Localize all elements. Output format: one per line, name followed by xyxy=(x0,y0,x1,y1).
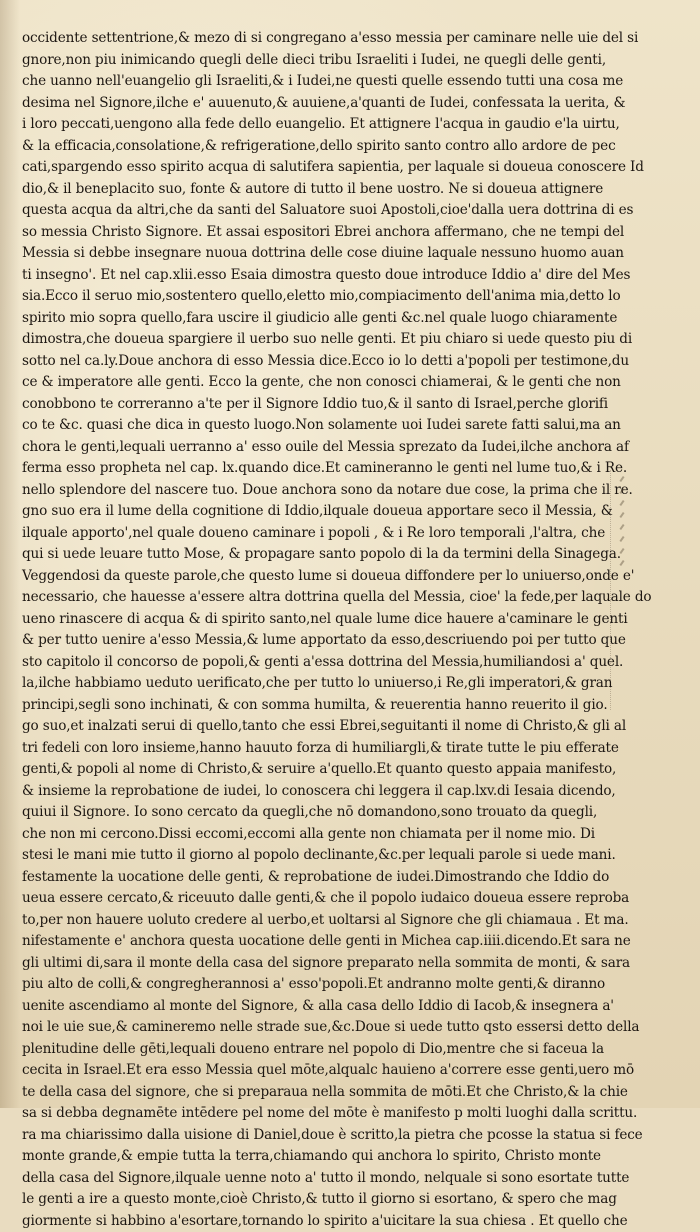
text-line: festamente la uocatione delle genti, & reprobatione de iudei.Dimostrando che Iddio do xyxy=(22,867,584,889)
text-line: cati,spargendo esso spirito acqua di salutifera sapientia, per laquale si doueua conoscere Id xyxy=(22,157,584,179)
text-line: genti,& popoli al nome di Christo,& seruire a'quello.Et quanto questo appaia manifesto, xyxy=(22,759,584,781)
text-line: spirito mio sopra quello,fara uscire il giudicio alle genti &c.nel quale luogo chiaramente xyxy=(22,308,584,330)
text-line: occidente settentrione,& mezo di si congregano a'esso messia per caminare nelle uie del si xyxy=(22,28,584,50)
text-line: so messia Christo Signore. Et assai espositori Ebrei anchora affermano, che ne tempi del xyxy=(22,222,584,244)
text-line: te della casa del signore, che si preparaua nella sommita de mōti.Et che Christo,& la chie xyxy=(22,1082,584,1104)
text-line: quiui il Signore. Io sono cercato da quegli,che nō domandono,sono trouato da quegli, xyxy=(22,802,584,824)
text-line: della casa del Signore,ilquale uenne noto a' tutto il mondo, nelquale si sono esortate tutte xyxy=(22,1168,584,1190)
text-line: conobbono te correranno a'te per il Signore Iddio tuo,& il santo di Israel,perche glorifi xyxy=(22,394,584,416)
text-line: questa acqua da altri,che da santi del Saluatore suoi Apostoli,cioe'dalla uera dottrina di es xyxy=(22,200,584,222)
annotation-mark xyxy=(619,548,624,554)
binding-shadow xyxy=(0,0,20,1108)
annotation-mark xyxy=(619,488,624,494)
marginal-annotation xyxy=(610,470,671,710)
body-text xyxy=(22,28,584,1232)
text-line: nifestamente e' anchora questa uocatione delle genti in Michea cap.iiii.dicendo.Et sara ne xyxy=(22,931,584,953)
text-line: sa si debba degnamēte intēdere pel nome del mōte è manifesto p molti luoghi dalla scrittu. xyxy=(22,1103,584,1125)
text-line: gno suo era il lume della cognitione di Iddio,ilquale doueua apportare seco il Messia, & xyxy=(22,501,584,523)
text-line: le genti a ire a questo monte,cioè Christo,& tutto il giorno si esortano, & spero che mag xyxy=(22,1189,584,1211)
annotation-mark xyxy=(619,476,624,482)
text-line: noi le uie sue,& camineremo nelle strade sue,&c.Doue si uede tutto qsto essersi detto della xyxy=(22,1017,584,1039)
text-line: cecita in Israel.Et era esso Messia quel mōte,alqualc hauieno a'correre esse genti,uero mō xyxy=(22,1060,584,1082)
text-line: la,ilche habbiamo ueduto uerificato,che per tutto lo uniuerso,i Re,gli imperatori,& gran xyxy=(22,673,584,695)
text-line: piu alto de colli,& congregherannosi a' esso'popoli.Et andranno molte genti,& diranno xyxy=(22,974,584,996)
text-line: & per tutto uenire a'esso Messia,& lume apportato da esso,descriuendo poi per tutto que xyxy=(22,630,584,652)
text-line: gnore,non piu inimicando quegli delle dieci tribu Israeliti i Iudei, ne quegli delle genti, xyxy=(22,50,584,72)
text-line: chora le genti,lequali uerranno a' esso ouile del Messia sprezato da Iudei,ilche anchora af xyxy=(22,437,584,459)
text-line: sia.Ecco il seruo mio,sostentero quello,eletto mio,compiacimento dell'anima mia,detto lo xyxy=(22,286,584,308)
text-line: & la efficacia,consolatione,& refrigeratione,dello spirito santo contro allo ardore de pec xyxy=(22,136,584,158)
annotation-mark xyxy=(619,524,624,530)
text-line: ferma esso propheta nel cap. lx.quando dice.Et camineranno le genti nel lume tuo,& i Re. xyxy=(22,458,584,480)
text-line: giormente si habbino a'esortare,tornando lo spirito a'uicitare la sua chiesa . Et quello che xyxy=(22,1211,584,1232)
text-line: ce & imperatore alle genti. Ecco la gente, che non conosci chiamerai, & le genti che non xyxy=(22,372,584,394)
text-line: stesi le mani mie tutto il giorno al popolo declinante,&c.per lequali parole si uede mani. xyxy=(22,845,584,867)
text-line: necessario, che hauesse a'essere altra dottrina quella del Messia, cioe' la fede,per laquale do xyxy=(22,587,584,609)
text-line: qui si uede leuare tutto Mose, & propagare santo popolo di la da termini della Sinagega. xyxy=(22,544,584,566)
text-line: uenite ascendiamo al monte del Signore, & alla casa dello Iddio di Iacob,& insegnera a' xyxy=(22,996,584,1018)
text-line: gli ultimi di,sara il monte della casa del signore preparato nella sommita de monti, & sara xyxy=(22,953,584,975)
text-line: go suo,et inalzati serui di quello,tanto che essi Ebrei,seguitanti il nome di Christo,& gli al xyxy=(22,716,584,738)
text-line: desima nel Signore,ilche e' auuenuto,& auuiene,a'quanti de Iudei, confessata la uerita, & xyxy=(22,93,584,115)
text-line: Veggendosi da queste parole,che questo lume si doueua diffondere per lo uniuerso,onde e' xyxy=(22,566,584,588)
text-line: principi,segli sono inchinati, & con somma humilta, & reuerentia hanno reuerito il gio. xyxy=(22,695,584,717)
text-line: ilquale apporto',nel quale doueno caminare i popoli , & i Re loro temporali ,l'altra, che xyxy=(22,523,584,545)
text-line: to,per non hauere uoluto credere al uerbo,et uoltarsi al Signore che gli chiamaua . Et ma. xyxy=(22,910,584,932)
text-line: che non mi cercono.Dissi eccomi,eccomi alla gente non chiamata per il nome mio. Di xyxy=(22,824,584,846)
annotation-mark xyxy=(619,500,624,506)
text-line: & insieme la reprobatione de iudei, lo conoscera chi leggera il cap.lxv.di Iesaia dicendo, xyxy=(22,781,584,803)
annotation-mark xyxy=(619,536,624,542)
text-line: ueua essere cercato,& riceuuto dalle genti,& che il popolo iudaico doueua essere reproba xyxy=(22,888,584,910)
text-line: che uanno nell'euangelio gli Israeliti,& i Iudei,ne questi quelle essendo tutti una cosa me xyxy=(22,71,584,93)
text-line: tri fedeli con loro insieme,hanno hauuto forza di humiliargli,& tirate tutte le piu efferate xyxy=(22,738,584,760)
text-line: plenitudine delle gēti,lequali doueno entrare nel popolo di Dio,mentre che si faceua la xyxy=(22,1039,584,1061)
annotation-mark xyxy=(619,560,624,566)
text-line: sto capitolo il concorso de popoli,& genti a'essa dottrina del Messia,humiliandosi a' quel. xyxy=(22,652,584,674)
text-line: ueno rinascere di acqua & di spirito santo,nel quale lume dice hauere a'caminare le genti xyxy=(22,609,584,631)
text-line: co te &c. quasi che dica in questo luogo.Non solamente uoi Iudei sarete fatti salui,ma an xyxy=(22,415,584,437)
annotation-mark xyxy=(619,512,624,518)
text-line: Messia si debbe insegnare nuoua dottrina delle cose diuine laquale nessuno huomo auan xyxy=(22,243,584,265)
text-line: ti insegno'. Et nel cap.xlii.esso Esaia dimostra questo doue introduce Iddio a' dire del Mes xyxy=(22,265,584,287)
text-line: dimostra,che doueua spargiere il uerbo suo nelle genti. Et piu chiaro si uede questo piu di xyxy=(22,329,584,351)
text-line: dio,& il beneplacito suo, fonte & autore di tutto il bene uostro. Ne si doueua attignere xyxy=(22,179,584,201)
text-line: i loro peccati,uengono alla fede dello euangelio. Et attignere l'acqua in gaudio e'la uirtu, xyxy=(22,114,584,136)
text-line: ra ma chiarissimo dalla uisione di Daniel,doue è scritto,la pietra che pcosse la statua si fece xyxy=(22,1125,584,1147)
text-line: monte grande,& empie tutta la terra,chiamando qui anchora lo spirito, Christo monte xyxy=(22,1146,584,1168)
text-line: nello splendore del nascere tuo. Doue anchora sono da notare due cose, la prima che il re. xyxy=(22,480,584,502)
text-line: sotto nel ca.ly.Doue anchora di esso Messia dice.Ecco io lo detti a'popoli per testimone,du xyxy=(22,351,584,373)
